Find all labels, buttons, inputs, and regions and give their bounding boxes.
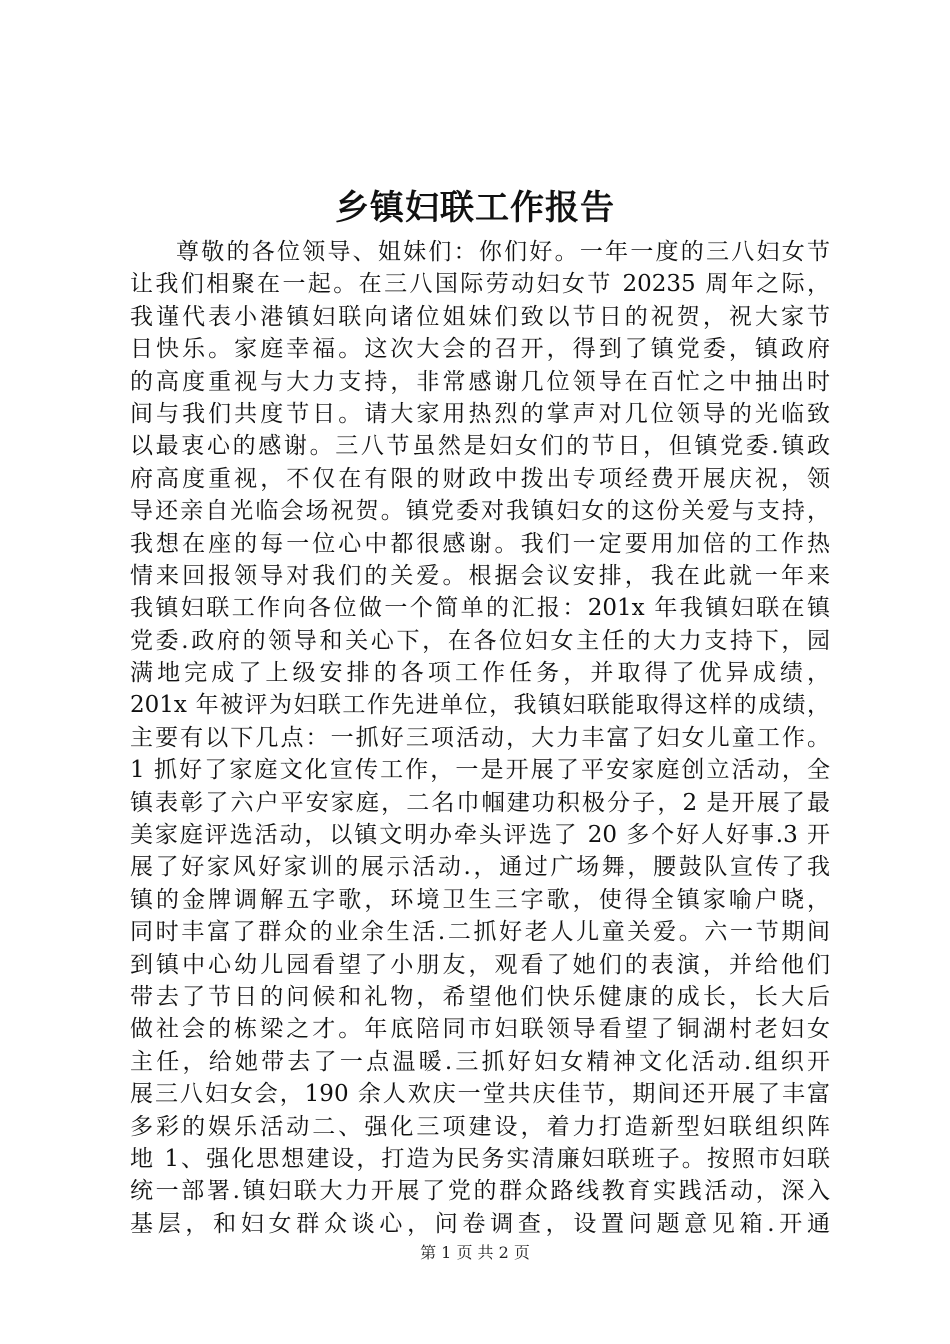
paragraph-line: 的高度重视与大力支持，非常感谢几位领导在百忙之中抽出时 — [130, 368, 830, 395]
paragraph-line: 带去了节日的问候和礼物，希望他们快乐健康的成长，长大后 — [130, 983, 830, 1010]
document-title: 乡镇妇联工作报告 — [335, 188, 615, 228]
paragraph-line: 美家庭评选活动，以镇文明办牵头评选了 20 多个好人好事.3 开 — [130, 822, 830, 849]
paragraph-line: 基层，和妇女群众谈心，问卷调查，设置问题意见箱.开通 — [130, 1210, 830, 1237]
paragraph-line: 情来回报领导对我们的关爱。根据会议安排，我在此就一年来 — [130, 562, 830, 589]
paragraph-line: 导还亲自光临会场祝贺。镇党委对我镇妇女的这份关爱与支持， — [130, 498, 830, 525]
paragraph-line: 满地完成了上级安排的各项工作任务，并取得了优异成绩， — [130, 660, 830, 687]
paragraph-line: 府高度重视，不仅在有限的财政中拨出专项经费开展庆祝，领 — [130, 465, 830, 492]
paragraph-line: 多彩的娱乐活动二、强化三项建设，着力打造新型妇联组织阵 — [130, 1113, 830, 1140]
paragraph-line: 让我们相聚在一起。在三八国际劳动妇女节 20235 周年之际， — [130, 271, 830, 298]
document-body — [130, 236, 830, 1240]
paragraph-line: 尊敬的各位领导、姐妹们：你们好。一年一度的三八妇女节 — [176, 239, 830, 265]
paragraph-line: 地 1、强化思想建设，打造为民务实清廉妇联班子。按照市妇联 — [130, 1145, 830, 1172]
paragraph-line: 展三八妇女会，190 余人欢庆一堂共庆佳节，期间还开展了丰富 — [130, 1081, 830, 1108]
page-footer: 第 1 页 共 2 页 — [420, 1243, 530, 1262]
paragraph-line: 我想在座的每一位心中都很感谢。我们一定要用加倍的工作热 — [130, 530, 830, 557]
paragraph-line: 日快乐。家庭幸福。这次大会的召开，得到了镇党委，镇政府 — [130, 336, 830, 363]
paragraph-line: 主任，给她带去了一点温暖.三抓好妇女精神文化活动.组织开 — [130, 1048, 830, 1075]
paragraph-line: 201x 年被评为妇联工作先进单位，我镇妇联能取得这样的成绩， — [130, 692, 830, 719]
paragraph-line: 主要有以下几点：一抓好三项活动，大力丰富了妇女儿童工作。 — [130, 724, 830, 751]
paragraph-line: 展了好家风好家训的展示活动.，通过广场舞，腰鼓队宣传了我 — [130, 854, 830, 881]
paragraph-line: 党委.政府的领导和关心下，在各位妇女主任的大力支持下，园 — [130, 627, 830, 654]
paragraph-line: 做社会的栋梁之才。年底陪同市妇联领导看望了铜湖村老妇女 — [130, 1016, 830, 1043]
paragraph-line: 同时丰富了群众的业余生活.二抓好老人儿童关爱。六一节期间 — [130, 919, 830, 946]
paragraph-line: 以最衷心的感谢。三八节虽然是妇女们的节日，但镇党委.镇政 — [130, 433, 830, 460]
paragraph-line: 统一部署.镇妇联大力开展了党的群众路线教育实践活动，深入 — [130, 1178, 830, 1205]
paragraph-line: 镇的金牌调解五字歌，环境卫生三字歌，使得全镇家喻户晓， — [130, 886, 830, 913]
paragraph-line: 镇表彰了六户平安家庭，二名巾帼建功积极分子，2 是开展了最 — [130, 789, 830, 816]
paragraph-line: 间与我们共度节日。请大家用热烈的掌声对几位领导的光临致 — [130, 400, 830, 427]
paragraph-line: 我谨代表小港镇妇联向诸位姐妹们致以节日的祝贺，祝大家节 — [130, 303, 830, 330]
paragraph-line: 到镇中心幼儿园看望了小朋友，观看了她们的表演，并给他们 — [130, 951, 830, 978]
paragraph-line: 我镇妇联工作向各位做一个简单的汇报：201x 年我镇妇联在镇 — [130, 595, 830, 622]
paragraph-line: 1 抓好了家庭文化宣传工作，一是开展了平安家庭创立活动，全 — [130, 757, 830, 784]
